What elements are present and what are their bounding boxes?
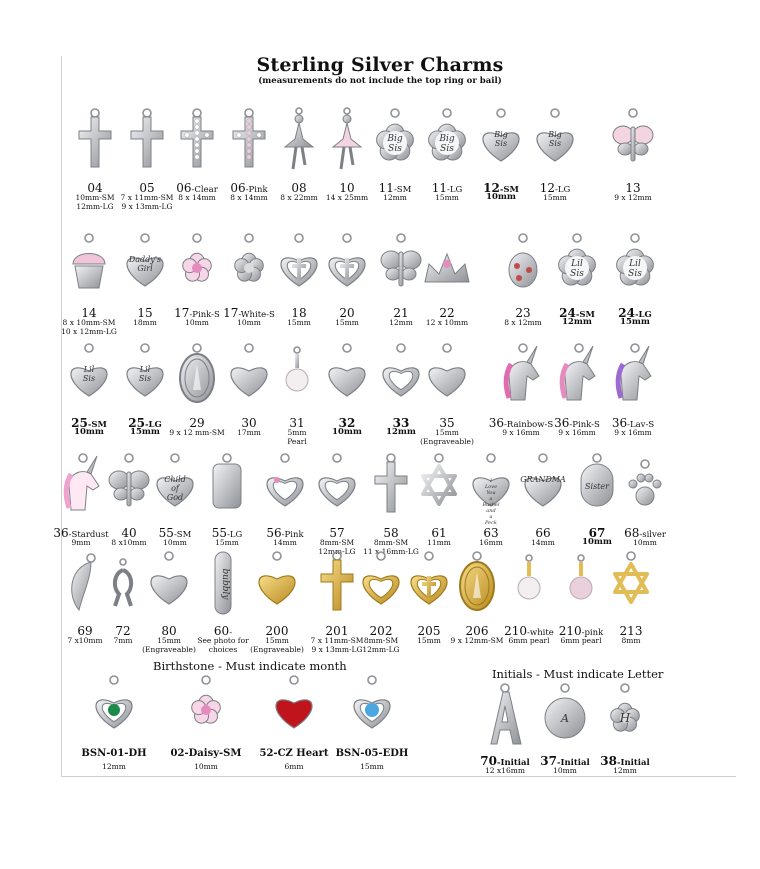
birthstone-label: BSN-05-EDH — [335, 748, 409, 759]
charm-measurement: 8 x 12mm — [504, 318, 542, 327]
charm-variant: -Pink — [281, 530, 304, 540]
charm-measurement: 9 x 16mm — [614, 428, 652, 437]
charm-number: 205 — [417, 624, 441, 638]
charm-measurement: 6mm pearl — [508, 636, 550, 645]
svg-text:a: a — [489, 496, 493, 502]
charm-measurement: 15mm — [435, 193, 459, 202]
svg-text:Big: Big — [439, 134, 455, 144]
svg-text:A: A — [561, 712, 569, 725]
charm-number: 18 — [291, 306, 307, 320]
pink-cz-cross-icon — [221, 105, 277, 175]
charm-variant: -LG — [634, 310, 652, 320]
ladybug-icon — [495, 230, 551, 300]
charm-number: 11 — [378, 181, 394, 195]
charm-number: 201 — [325, 624, 349, 638]
charm-measurement: 10mm — [74, 427, 104, 437]
svg-text:Sister: Sister — [585, 482, 609, 491]
pink-daisy-icon — [178, 672, 234, 742]
lil-sis-heart-large-icon — [117, 340, 173, 410]
svg-text:Peck: Peck — [485, 520, 497, 526]
daddys-girl-heart-icon — [117, 230, 173, 300]
charm-variant: -Rainbow-S — [504, 420, 554, 430]
charm-measurement: 10mm — [237, 318, 261, 327]
charm-measurement: 9 x 12 mm-SM — [169, 428, 225, 437]
charm-measurement: 7 x10mm — [67, 636, 103, 645]
charm-number: 213 — [619, 624, 643, 638]
charm-number: 202 — [369, 624, 393, 638]
charm-variant: -SM — [499, 185, 519, 195]
white-flower-icon — [221, 230, 277, 300]
charm-number: 60 — [213, 624, 230, 638]
charm-measurement: 14 x 25mm — [325, 193, 369, 202]
charm-measurement: 10mm-SM 12mm-LG — [75, 193, 115, 211]
svg-text:Sis: Sis — [570, 269, 584, 279]
page-title: Sterling Silver Charms — [256, 54, 504, 76]
initial-variant: -Initial — [616, 758, 650, 768]
charm-measurement: 10mm — [582, 537, 612, 547]
birthstone-measurement: 12mm — [102, 762, 126, 771]
svg-text:H: H — [619, 711, 631, 725]
charm-number: 17 — [174, 306, 190, 320]
pink-unicorn-icon — [549, 340, 605, 410]
birthstone-item — [156, 672, 256, 782]
charm-number: 63 — [483, 526, 499, 540]
charm-measurement: 8 x 14mm — [178, 193, 216, 202]
charm-measurement: 18mm — [133, 318, 157, 327]
charm-number: 20 — [339, 306, 355, 320]
charm-measurement: 8mm-SM 11 x 16mm-LG — [363, 538, 419, 556]
charm-number: 08 — [291, 181, 307, 195]
charm-variant: -Pink — [245, 185, 268, 195]
small-open-heart-icon — [309, 450, 365, 520]
charm-variant: -white — [527, 628, 554, 638]
charm-measurement: 15mm — [215, 538, 239, 547]
svg-text:Child: Child — [164, 475, 186, 484]
butterfly-icon — [605, 105, 661, 175]
charm-measurement: 9 x 16mm — [502, 428, 540, 437]
miraculous-medal-icon — [169, 340, 225, 410]
charm-measurement: 15mm — [130, 427, 160, 437]
charm-variant: -SM — [575, 310, 595, 320]
lavender-unicorn-icon — [605, 340, 661, 410]
round-initial-disc-icon — [537, 680, 593, 750]
birthstone-title: Birthstone - Must indicate month — [153, 659, 347, 673]
charm-measurement: 8 x 10mm-SM 10 x 12mm-LG — [61, 318, 117, 336]
svg-text:Big: Big — [387, 134, 403, 144]
charm-measurement: 12 x 10mm — [425, 318, 469, 327]
charm-number: 23 — [515, 306, 531, 320]
charm-number: 10 — [339, 181, 355, 195]
svg-text:Sis: Sis — [548, 139, 562, 148]
svg-text:a: a — [489, 514, 493, 520]
charm-variant: -White-S — [238, 310, 275, 320]
svg-text:Lil: Lil — [83, 365, 95, 374]
charm-number: 58 — [383, 526, 399, 540]
svg-text:Love: Love — [484, 484, 498, 490]
svg-text:You: You — [486, 490, 496, 496]
charm-variant: - — [229, 628, 233, 638]
svg-text:Lil: Lil — [139, 365, 151, 374]
child-of-god-heart-icon — [147, 450, 203, 520]
charm-measurement: 9 x 12mm — [614, 193, 652, 202]
svg-text:I: I — [490, 478, 492, 484]
charm-number: 66 — [535, 526, 551, 540]
svg-text:bubbly: bubbly — [220, 568, 230, 600]
svg-text:Lil: Lil — [571, 259, 583, 269]
charm-variant: -pink — [581, 628, 604, 638]
charm-variant: -SM — [393, 185, 412, 195]
charm-measurement: 8mm — [621, 636, 641, 645]
charm-number: 67 — [588, 526, 606, 540]
pink-swirl-heart-icon — [257, 450, 313, 520]
initial-number: 38 — [600, 754, 617, 768]
charm-variant: -Pink-S — [189, 310, 220, 320]
charm-measurement: 9 x 16mm — [558, 428, 596, 437]
svg-text:Sis: Sis — [628, 269, 642, 279]
svg-text:God: God — [166, 493, 184, 502]
birthstone-measurement: 10mm — [194, 762, 218, 771]
charm-number: 200 — [265, 624, 289, 638]
charm-number: 40 — [121, 526, 137, 540]
birthstone-measurement: 6mm — [284, 762, 304, 771]
charm-number: 21 — [393, 306, 409, 320]
birthstone-item — [322, 672, 422, 782]
birthstone-label: 02-Daisy-SM — [170, 748, 242, 759]
charm-measurement: 15mm — [335, 318, 359, 327]
cz-cross-icon — [169, 105, 225, 175]
charm-measurement: 8 x 22mm — [280, 193, 318, 202]
swirl-heart-cross-icon — [319, 230, 375, 300]
charm-measurement: 5mm Pearl — [287, 428, 307, 446]
svg-text:Big: Big — [548, 130, 562, 139]
charm-measurement: 8 x 14mm — [230, 193, 268, 202]
name-tag-icon — [195, 548, 251, 618]
initial-variant: -Initial — [496, 758, 530, 768]
big-sis-heart-large-icon — [527, 105, 583, 175]
charm-variant: -Stardust — [68, 530, 109, 540]
charm-number: 68 — [624, 526, 640, 540]
charm-measurement: 7mm — [113, 636, 133, 645]
charm-measurement: 9 x 12mm-SM — [450, 636, 504, 645]
charm-number: 11 — [431, 181, 447, 195]
charm-measurement: 12mm — [383, 193, 407, 202]
charm-number: 210 — [504, 624, 528, 638]
charm-variant: -SM — [87, 420, 107, 430]
charm-number: 36 — [611, 416, 628, 430]
big-sis-flower-icon — [367, 105, 423, 175]
charm-number: 69 — [77, 624, 93, 638]
charm-measurement: 15mm — [543, 193, 567, 202]
charm-variant: -LG — [446, 185, 463, 195]
charm-variant: -LG — [144, 420, 162, 430]
pink-pearl-icon — [553, 548, 609, 618]
charm-number: 14 — [81, 306, 97, 320]
svg-text:Sis: Sis — [388, 144, 402, 154]
charm-measurement: 15mm — [620, 317, 650, 327]
charm-number: 15 — [137, 306, 153, 320]
pink-flower-icon — [169, 230, 225, 300]
charm-variant: -SM — [173, 530, 192, 540]
charm-measurement: 17mm — [237, 428, 261, 437]
birthstone-item — [64, 672, 164, 782]
child-of-god-large-icon — [199, 450, 255, 520]
charm-measurement: 15mm — [417, 636, 441, 645]
gold-star-of-david-icon — [603, 548, 659, 618]
charm-number: 12 — [483, 181, 500, 195]
initial-number: 37 — [540, 754, 557, 768]
charm-variant: -LG — [226, 530, 243, 540]
white-pearl-icon — [501, 548, 557, 618]
charm-number: 56 — [266, 526, 282, 540]
charm-measurement: 7 x 11mm-SM 9 x 13mm-LG — [120, 193, 174, 211]
charm-measurement: 15mm (Engraveable) — [250, 636, 304, 654]
charm-number: 30 — [241, 416, 257, 430]
charm-number: 206 — [465, 624, 489, 638]
charm-measurement: 7 x 11mm-SM 9 x 13mm-LG — [310, 636, 364, 654]
red-cz-heart-icon — [266, 672, 322, 742]
letter-a-icon — [477, 680, 533, 750]
cupcake-icon — [61, 230, 117, 300]
initials-title: Initials - Must indicate Letter — [492, 667, 664, 681]
charm-measurement: 16mm — [479, 538, 503, 547]
charm-number: 06 — [230, 181, 246, 195]
birthstone-label: 52-CZ Heart — [259, 748, 329, 759]
charm-measurement: 10mm — [185, 318, 209, 327]
charm-number: 17 — [223, 306, 239, 320]
birthstone-measurement: 15mm — [360, 762, 384, 771]
initial-measurement: 12 x16mm — [485, 766, 525, 775]
lil-sis-flower-icon — [549, 230, 605, 300]
svg-text:of: of — [171, 484, 179, 493]
big-sis-flower-large-icon — [419, 105, 475, 175]
svg-text:Big: Big — [494, 130, 508, 139]
gold-heart-tag-icon — [249, 548, 305, 618]
bushel-and-peck-heart-icon — [463, 450, 519, 526]
charm-number: 25 — [71, 416, 88, 430]
charm-number: 13 — [625, 181, 641, 195]
charm-number: 33 — [392, 416, 410, 430]
charm-measurement: 11mm — [427, 538, 451, 547]
birthstone-label: BSN-01-DH — [81, 748, 147, 759]
charm-variant: -silver — [639, 530, 666, 540]
charm-number: 57 — [329, 526, 345, 540]
charm-measurement: 14mm — [531, 538, 555, 547]
green-stone-heart-icon — [86, 672, 142, 742]
charm-measurement: 10mm — [332, 427, 362, 437]
charm-measurement: 15mm (Engraveable) — [142, 636, 196, 654]
charm-number: 31 — [289, 416, 305, 430]
initial-measurement: 12mm — [613, 766, 637, 775]
page-subtitle: (measurements do not include the top ring or bail) — [258, 76, 502, 86]
charm-variant: -LG — [554, 185, 571, 195]
grandma-heart-icon — [515, 450, 571, 520]
initial-variant: -Initial — [556, 758, 590, 768]
svg-text:Bushel: Bushel — [482, 502, 500, 508]
svg-text:Sis: Sis — [138, 374, 152, 383]
charm-measurement: 14mm — [273, 538, 297, 547]
charm-number: 210 — [558, 624, 582, 638]
charm-measurement: 12mm — [389, 318, 413, 327]
svg-text:and: and — [486, 508, 496, 514]
charm-number: 61 — [431, 526, 447, 540]
charm-number: 35 — [439, 416, 455, 430]
infinity-cross-icon — [119, 105, 175, 175]
star-of-david-icon — [411, 450, 467, 520]
charm-measurement: 12mm — [386, 427, 416, 437]
charm-measurement: 8mm-SM 12mm-LG — [362, 636, 400, 654]
charm-number: 55 — [211, 526, 227, 540]
charm-measurement: 6mm pearl — [560, 636, 602, 645]
lil-sis-flower-large-icon — [607, 230, 663, 300]
blue-stone-double-heart-icon — [344, 672, 400, 742]
charm-number: 12 — [539, 181, 555, 195]
charm-measurement: 15mm (Engraveable) — [420, 428, 474, 446]
charm-number: 22 — [439, 306, 455, 320]
charm-variant: -Clear — [191, 185, 218, 195]
pearl-drop-icon — [269, 340, 325, 410]
charm-number: 24 — [618, 306, 635, 320]
charm-measurement: 12mm — [562, 317, 592, 327]
charm-number: 55 — [158, 526, 174, 540]
gold-miraculous-medal-icon — [449, 548, 505, 618]
charm-variant: -Pink-S — [569, 420, 600, 430]
charm-number: 72 — [115, 624, 131, 638]
charm-variant: -Lav-S — [627, 420, 655, 430]
svg-text:Girl: Girl — [137, 264, 153, 273]
charm-number: 36 — [53, 526, 69, 540]
charm-measurement: See photo for choices — [197, 636, 249, 654]
charm-measurement: 8 x10mm — [111, 538, 147, 547]
engraveable-heart-icon — [419, 340, 475, 410]
big-sis-heart-icon — [473, 105, 529, 175]
svg-text:Sis: Sis — [82, 374, 96, 383]
charm-number: 05 — [139, 181, 155, 195]
charm-measurement: 9mm — [71, 538, 91, 547]
puffed-heart-icon — [319, 340, 375, 410]
tiara-icon — [419, 230, 475, 300]
paw-print-icon — [617, 450, 673, 520]
rainbow-unicorn-icon — [493, 340, 549, 410]
charm-measurement: 8mm-SM 12mm-LG — [318, 538, 356, 556]
charm-number: 32 — [338, 416, 356, 430]
initial-measurement: 10mm — [553, 766, 577, 775]
lil-sis-heart-icon — [61, 340, 117, 410]
flat-heart-tag-icon — [141, 548, 197, 618]
charm-number: 24 — [559, 306, 576, 320]
initial-number: 70 — [480, 754, 497, 768]
charm-number: 80 — [161, 624, 177, 638]
charm-number: 36 — [488, 416, 504, 430]
svg-text:Sis: Sis — [494, 139, 508, 148]
charm-number: 36 — [554, 416, 570, 430]
charm-measurement: 10mm — [633, 538, 657, 547]
flower-initial-disc-icon — [597, 680, 653, 750]
charm-number: 06 — [176, 181, 192, 195]
svg-text:Sis: Sis — [440, 144, 454, 154]
svg-text:GRANDMA: GRANDMA — [520, 475, 566, 484]
cross-charm-icon — [67, 105, 123, 175]
charm-number: 29 — [189, 416, 205, 430]
svg-text:Lil: Lil — [629, 259, 641, 269]
charm-number: 04 — [87, 181, 103, 195]
svg-text:Daddy's: Daddy's — [128, 255, 162, 264]
charm-measurement: 15mm — [287, 318, 311, 327]
charm-measurement: 10mm — [486, 192, 516, 202]
charm-measurement: 10mm — [163, 538, 187, 547]
charm-number: 25 — [128, 416, 145, 430]
